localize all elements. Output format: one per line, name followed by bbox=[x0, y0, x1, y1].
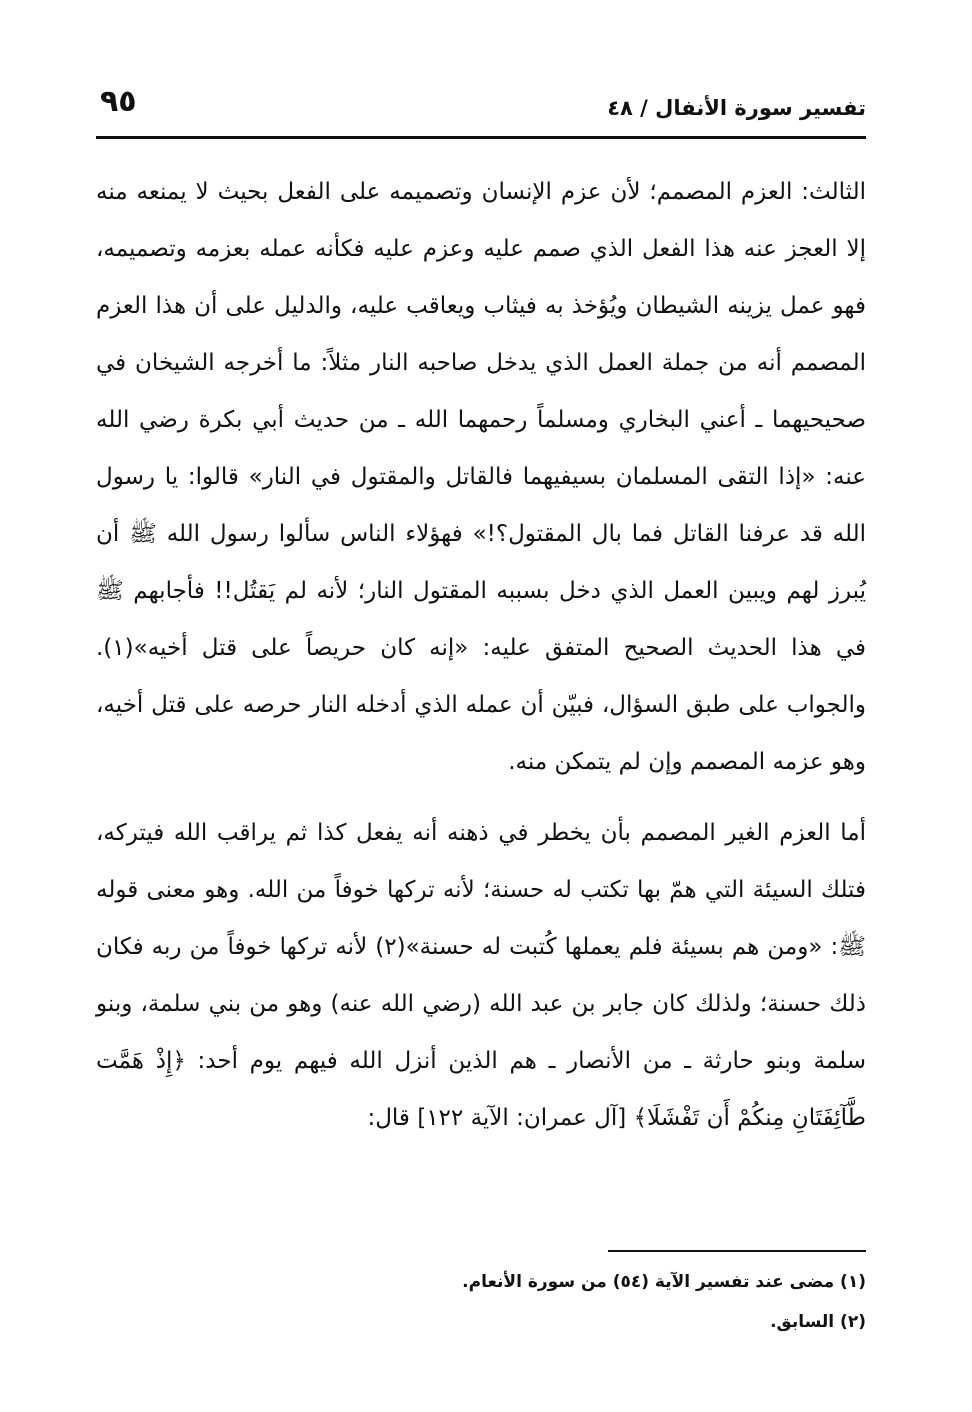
paragraph: أما العزم الغير المصمم بأن يخطر في ذهنه أنه يفعل كذا ثم يراقب الله فيتركه، فتلك السيئة التي همّ بها تكتب له حسنة؛ لأنه تركها خوفاً من الله. وهو معنى قوله ﷺ: «ومن هم بسيئة فلم يعملها كُتبت له حسنة»(٢) لأنه تركها خوفاً من ربه فكان ذلك حسنة؛ ولذلك كان جابر بن عبد الله (رضي الله عنه) وهو من بني سلمة، وبنو سلمة وبنو حارثة ـ من الأنصار ـ هم الذين أنزل الله فيهم يوم أحد: ﴿إِذْ هَمَّت طَّآئِفَتَانِ مِنكُمْ أَن تَفْشَلَا﴾ [آل عمران: الآية ١٢٢] قال: bbox=[96, 820, 866, 1131]
footnotes bbox=[96, 1262, 866, 1342]
page-header bbox=[96, 82, 866, 142]
footnote: (٢) السابق. bbox=[770, 1312, 866, 1332]
header-rule bbox=[96, 136, 866, 139]
footnote: (١) مضى عند تفسير الآية (٥٤) من سورة الأنعام. bbox=[462, 1272, 866, 1292]
footnote-rule bbox=[608, 1250, 866, 1252]
body-text bbox=[96, 164, 866, 1147]
page-number: ٩٥ bbox=[100, 84, 137, 119]
paragraph: الثالث: العزم المصمم؛ لأن عزم الإنسان وتصميمه على الفعل بحيث لا يمنعه منه إلا العجز عنه هذا الفعل الذي صمم عليه وعزم عليه فكأنه عمله بعزمه وتصميمه، فهو عمل يزينه الشيطان ويُؤخذ به فيثاب ويعاقب عليه، والدليل على أن هذا العزم المصمم أنه من جملة العمل الذي يدخل صاحبه النار مثلاً: ما أخرجه الشيخان في صحيحيهما ـ أعني البخاري ومسلماً رحمهما الله ـ من حديث أبي بكرة رضي الله عنه: «إذا التقى المسلمان بسيفيهما فالقاتل والمقتول في النار» قالوا: يا رسول الله قد عرفنا القاتل فما بال المقتول؟!» فهؤلاء الناس سألوا رسول الله ﷺ أن يُبرز لهم ويبين العمل الذي دخل بسببه المقتول النار؛ لأنه لم يَقتُل!! فأجابهم ﷺ في هذا الحديث الصحيح المتفق عليه: «إنه كان حريصاً على قتل أخيه»(١). والجواب على طبق السؤال، فبيّن أن عمله الذي أدخله النار حرصه على قتل أخيه، وهو عزمه المصمم وإن لم يتمكن منه. bbox=[96, 179, 866, 775]
document-page bbox=[96, 82, 866, 1382]
running-title: تفسير سورة الأنفال / ٤٨ bbox=[607, 96, 866, 120]
